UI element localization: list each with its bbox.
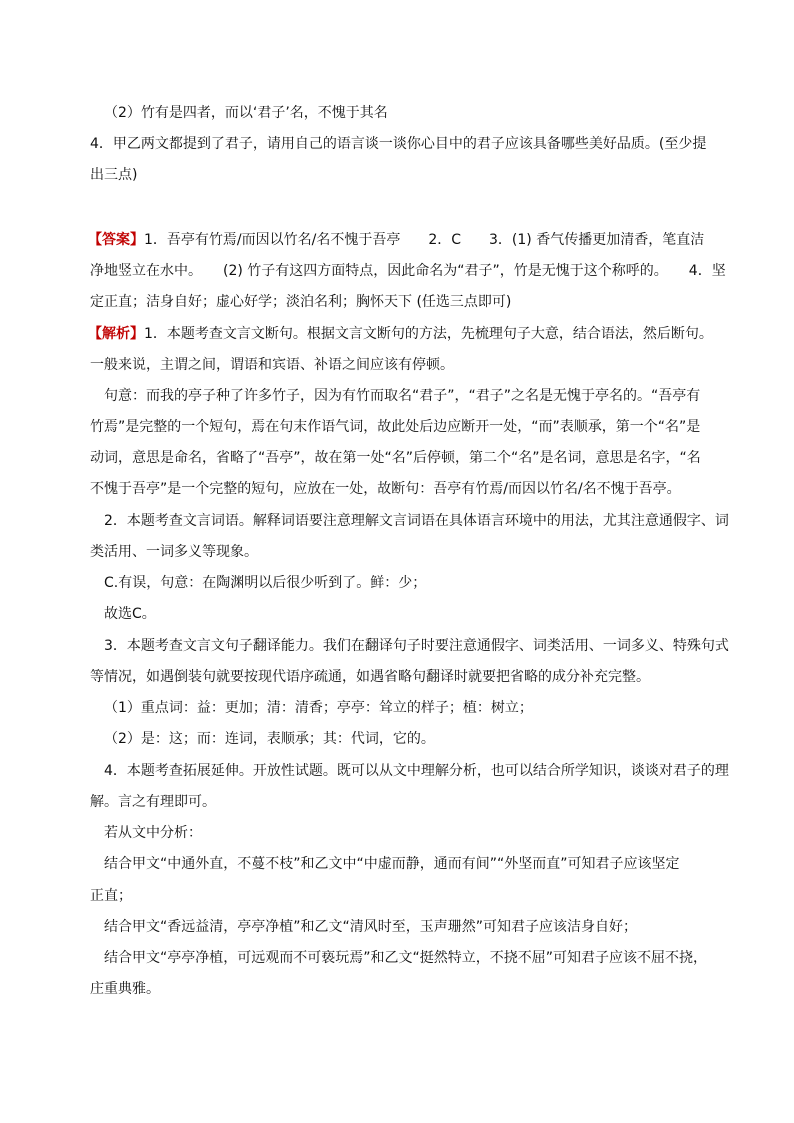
analysis-line-1: [88, 324, 713, 344]
analysis-3-part-2: （2）是：这；而：连词，表顺承；其：代词，它的。: [104, 731, 435, 747]
answer-line-2: 净地竖立在水中。 (2) 竹子有这四方面特点，因此命名为“君子”，竹是无愧于这个称呼的。 4．坚: [90, 263, 726, 279]
question-3-part-2: （2）竹有是四者，而以‘君子’名，不愧于其名: [104, 105, 388, 121]
analysis-2-conclusion: 故选C。: [104, 606, 156, 622]
analysis-4-line-2: 解。言之有理即可。: [90, 794, 216, 810]
analysis-meaning-1: 句意：而我的亭子种了许多竹子，因为有竹而取名“君子”，“君子”之名是无愧于亭名的。“吾亭有: [104, 388, 701, 404]
analysis-2-line-1: 2．本题考查文言词语。解释词语要注意理解文言词语在具体语言环境中的用法，尤其注意通假字、词: [104, 513, 729, 529]
answer-text-1: 1．吾亭有竹焉/而因以竹名/名不愧于吾亭 2．C 3．(1) 香气传播更加清香，笔直洁: [144, 232, 705, 248]
analysis-4-line-5: 正直；: [90, 888, 132, 904]
analysis-3-line-2: 等情况，如遇倒装句就要按现代语序疏通，如遇省略句翻译时就要把省略的成分补充完整。: [90, 669, 650, 685]
analysis-2-line-3: C.有误，句意：在陶渊明以后很少听到了。鲜：少；: [104, 575, 427, 591]
analysis-line-2: 一般来说，主谓之间，谓语和宾语、补语之间应该有停顿。: [90, 357, 454, 373]
analysis-4-line-6: 结合甲文“香远益清，亭亭净植”和乙文“清风时至，玉声珊然”可知君子应该洁身自好；: [104, 919, 638, 935]
analysis-4-line-1: 4．本题考查拓展延伸。开放性试题。既可以从文中理解分析，也可以结合所学知识，谈谈对君子的理: [104, 763, 729, 779]
question-4-continued: 出三点): [90, 167, 138, 183]
analysis-3-line-1: 3．本题考查文言文句子翻译能力。我们在翻译句子时要注意通假字、词类活用、一词多义、特殊句式: [104, 638, 729, 654]
analysis-4-line-3: 若从文中分析：: [104, 825, 202, 841]
analysis-4-line-4: 结合甲文“中通外直，不蔓不枝”和乙文中“中虚而静，通而有间”“外坚而直”可知君子应该坚定: [104, 856, 680, 872]
analysis-3-part-1: （1）重点词：益：更加；清：清香；亭亭：耸立的样子；植：树立；: [104, 700, 533, 716]
analysis-2-line-2: 类活用、一词多义等现象。: [90, 544, 258, 560]
answer-line-1: [88, 230, 704, 250]
answer-tag: 【答案】: [88, 232, 144, 248]
question-4: 4．甲乙两文都提到了君子，请用自己的语言谈一谈你心目中的君子应该具备哪些美好品质。(至少提: [90, 136, 707, 152]
analysis-4-line-8: 庄重典雅。: [90, 981, 160, 997]
analysis-text-1: 1．本题考查文言文断句。根据文言文断句的方法，先梳理句子大意，结合语法，然后断句。: [144, 326, 713, 342]
analysis-meaning-4: 不愧于吾亭”是一个完整的短句，应放在一处，故断句：吾亭有竹焉/而因以竹名/名不愧于吾亭。: [90, 481, 681, 497]
analysis-meaning-3: 动词，意思是命名，省略了“吾亭”，故在第一处“名”后停顿，第二个“名”是名词，意思是名字，“名: [90, 450, 701, 466]
analysis-meaning-2: 竹焉”是完整的一个短句，焉在句末作语气词，故此处后边应断开一处，“而”表顺承，第一个“名”是: [90, 419, 701, 435]
analysis-tag: 【解析】: [88, 326, 144, 342]
answer-line-3: 定正直；洁身自好；虚心好学；淡泊名利；胸怀天下 (任选三点即可): [90, 294, 512, 310]
analysis-4-line-7: 结合甲文“亭亭净植，可远观而不可亵玩焉”和乙文“挺然特立，不挠不屈”可知君子应该不屈不挠，: [104, 950, 708, 966]
